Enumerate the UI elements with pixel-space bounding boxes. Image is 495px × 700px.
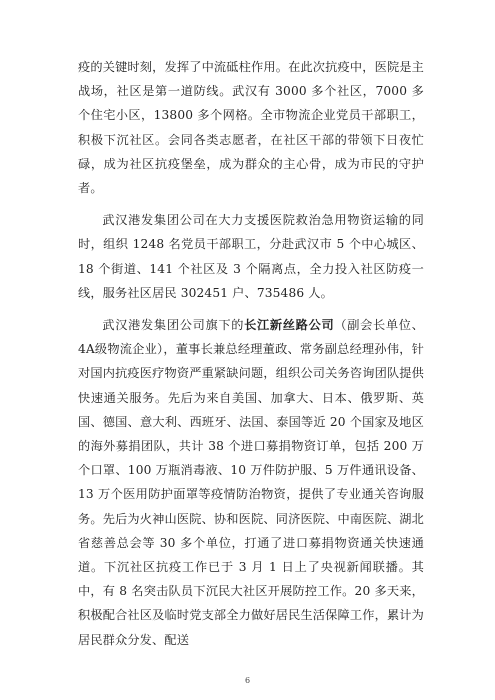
paragraph-3 [78,313,424,652]
page-number: 6 [244,676,251,685]
paragraph-3-prefix: 武汉港发集团公司旗下的 [102,318,245,333]
document-body [78,55,424,660]
paragraph-1: 疫的关键时刻，发挥了中流砥柱作用。在此次抗疫中，医院是主战场，社区是第一道防线。武汉有 3000 多个社区，7000 多个住宅小区，13800 多个网格。全市物流企业党员干部职工，积极下沉社区。会同各类志愿者，在社区干部的带领下日夜忙碌，成为社区抗疫堡垒，成为群众的主心骨，成为市民的守护者。 [78,60,424,196]
company-name-bold: 长江新丝路公司 [244,318,335,333]
paragraph-3-suffix: （副会长单位、4A级物流企业），董事长兼总经理董政、常务副总经理孙伟，针对国内抗疫医疗物资严重紧缺问题，组织公司关务咨询团队提供快速通关服务。先后为来自美国、加拿大、日本、俄罗斯、英国、德国、意大利、西班牙、法国、泰国等近 20 个国家及地区的海外募捐团队，共计 38 个进口募捐物资订单，包括 200 万个口罩、100 万瓶消毒液、10 万件防护服、5 万件通讯设备、13 万个医用防护面罩等疫情防治物资，提供了专业通关咨询服务。先后为火神山医院、协和医院、同济医院、中南医院、湖北省慈善总会等 30 多个单位，打通了进口募捐物资通关快速通道。下沉社区抗疫工作已于 3 月 1 日上了央视新闻联播。其中，有 8 名突击队员下沉民大社区开展防控工作。20 多天来，积极配合社区及临时党支部全力做好居民生活保障工作，累计为居民群众分发、配送 [78,318,424,647]
paragraph-2: 武汉港发集团公司在大力支援医院救治急用物资运输的同时，组织 1248 名党员干部职工，分赴武汉市 5 个中心城区、18 个街道、141 个社区及 3 个隔离点，全力投入社区防疫一线，服务社区居民 302451 户、735486 人。 [78,213,424,300]
